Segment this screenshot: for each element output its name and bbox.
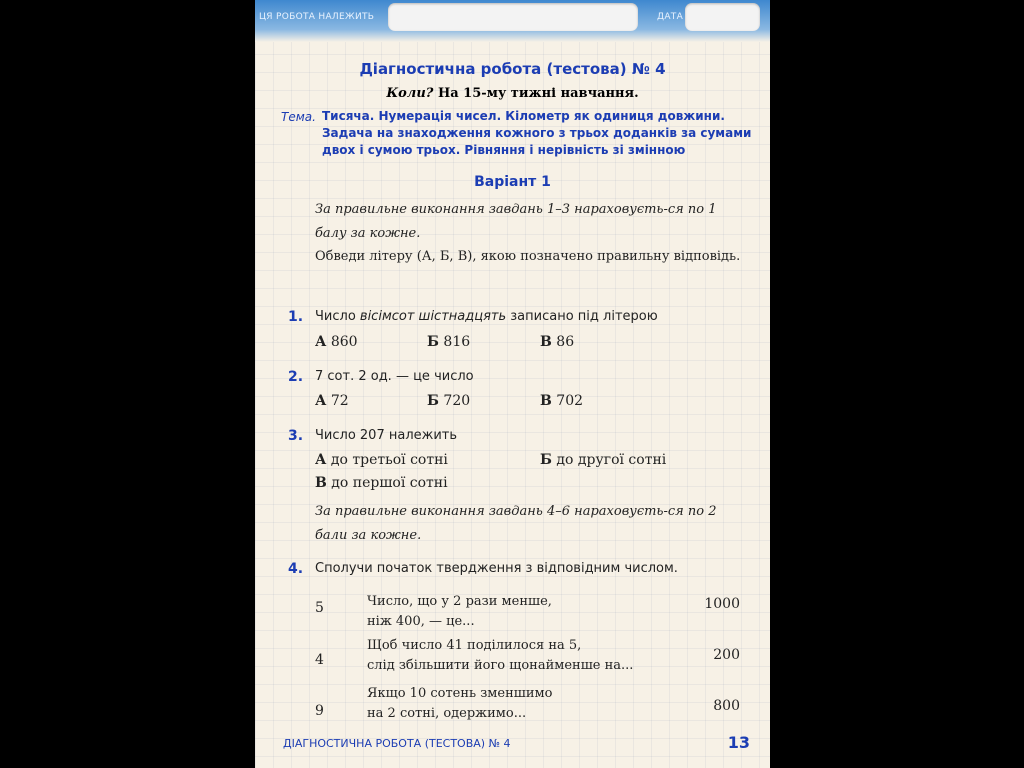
task-2-option-b[interactable] [427,393,470,409]
task-2-option-c[interactable] [540,393,583,409]
statement-line: на 2 сотні, одержимо... [367,706,527,721]
task-1-text-after: записано під літерою [506,309,658,324]
option-value: 860 [330,334,358,350]
match-right-2[interactable]: 200 [713,647,740,663]
task-3-number: 3. [288,428,304,444]
date-label: ДАТА [657,12,684,22]
option-value: 72 [330,393,349,409]
statement-line: ніж 400, — це... [367,614,475,629]
variant-heading: Варіант 1 [474,174,551,190]
match-left-2[interactable]: 4 [315,652,324,668]
worksheet-page [255,0,770,768]
statement-line: слід збільшити його щонайменше на... [367,658,634,673]
option-letter: Б [427,393,439,409]
option-value: 86 [556,334,575,350]
option-letter: А [315,334,327,350]
task-2-question: 7 сот. 2 од. — це число [315,369,474,384]
task-1-text-italic: вісімсот шістнадцять [359,309,507,324]
match-right-3[interactable]: 800 [713,698,740,714]
match-statement-2[interactable] [367,636,697,676]
when-question: Коли? [386,86,434,101]
theme-label: Тема. [281,110,316,124]
option-letter: В [315,475,327,491]
option-value: 720 [443,393,471,409]
task-1-option-c[interactable] [540,334,574,350]
date-field[interactable] [685,3,760,31]
task-1-question [315,309,658,324]
task-1-option-b[interactable] [427,334,470,350]
page-title: Діагностична робота (тестова) № 4 [359,60,666,78]
belongs-label: ЦЯ РОБОТА НАЛЕЖИТЬ [259,12,375,22]
match-statement-1[interactable] [367,592,697,632]
task-1-option-a[interactable] [315,334,358,350]
task-3-option-c[interactable] [315,475,448,491]
option-value: до першої сотні [331,475,448,491]
statement-line: Щоб число 41 поділилося на 5, [367,638,582,653]
match-left-1[interactable]: 5 [315,600,324,616]
statement-line: Якщо 10 сотень зменшимо [367,686,553,701]
statement-line: Число, що у 2 рази менше, [367,594,552,609]
option-letter: В [540,334,552,350]
option-letter: В [540,393,552,409]
option-letter: Б [427,334,439,350]
instruction: Обведи літеру (А, Б, В), якою позначено правильну відповідь. [315,249,741,264]
option-value: 702 [556,393,584,409]
when-answer: На 15-му тижні навчання. [437,86,639,101]
task-2-number: 2. [288,369,304,385]
task-4-question: Сполучи початок твердження з відповідним числом. [315,561,678,576]
option-value: до другої сотні [556,452,667,468]
footer-title: ДІАГНОСТИЧНА РОБОТА (ТЕСТОВА) № 4 [283,737,511,750]
page-number: 13 [727,733,750,752]
option-letter: А [315,393,327,409]
task-1-number: 1. [288,309,304,325]
option-letter: Б [540,452,552,468]
task-4-number: 4. [288,561,304,577]
match-statement-3[interactable] [367,684,697,724]
task-3-option-b[interactable] [540,452,666,468]
option-value: 816 [443,334,471,350]
owner-name-field[interactable] [388,3,638,31]
task-3-question: Число 207 належить [315,428,458,443]
scoring-note-1: За правильне виконання завдань 1–3 нараховуєть-ся по 1 балу за кожне. [315,202,717,241]
theme-text: Тисяча. Нумерація чисел. Кілометр як одиниця довжини. Задача на знаходження кожного з трьох доданків за сумами двох і сумою трьох. Рівняння і нерівність зі змінною [322,109,752,157]
match-right-1[interactable]: 1000 [704,596,740,612]
task-3-option-a[interactable] [315,452,448,468]
scoring-note-2: За правильне виконання завдань 4–6 нараховуєть-ся по 2 бали за кожне. [315,504,717,543]
option-letter: А [315,452,327,468]
task-1-text-before: Число [315,309,360,324]
when-line [255,86,770,101]
match-left-3[interactable]: 9 [315,703,324,719]
task-2-option-a[interactable] [315,393,349,409]
option-value: до третьої сотні [330,452,448,468]
